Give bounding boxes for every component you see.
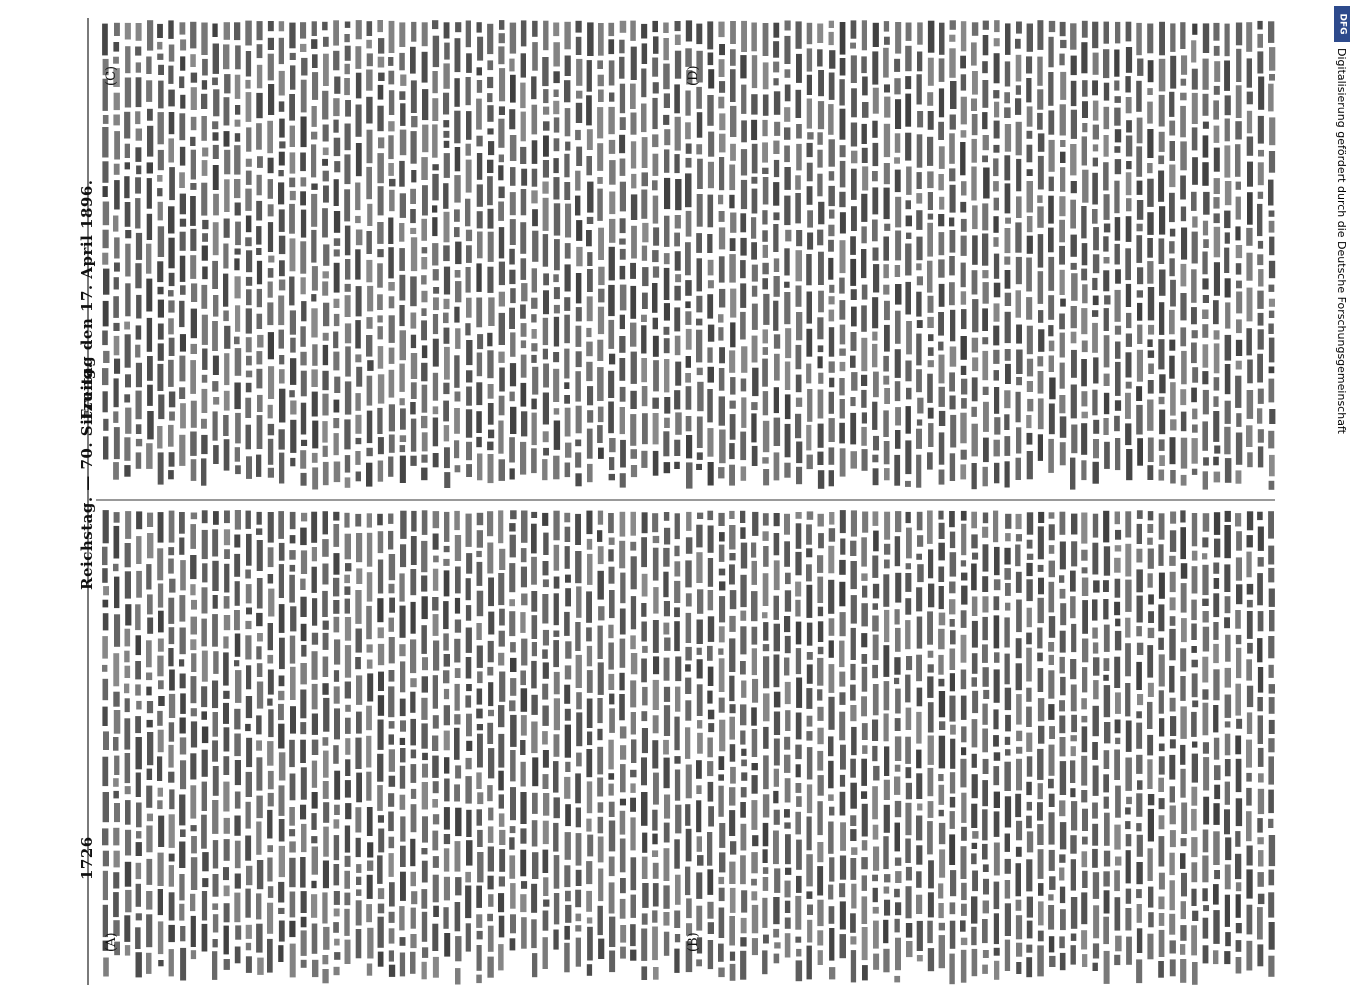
digitization-credit: Digitalisierung gefördert durch die Deutsche Forschungsgemeinschaft [1335,48,1348,434]
marker-c: (C) [104,65,119,86]
marker-b: (B) [686,932,701,952]
dfg-logo [1334,6,1350,42]
session-date: Freitag den 17. April 1896. [78,179,96,420]
session-title: Reichstag. — 70. Sitzung. [78,362,96,590]
text-line-marks [102,20,1275,985]
marker-a: (A) [104,932,119,952]
dfg-logo-text: DFG [1337,13,1348,35]
page-number: 1726 [78,836,96,880]
marker-d: (D) [686,65,701,86]
